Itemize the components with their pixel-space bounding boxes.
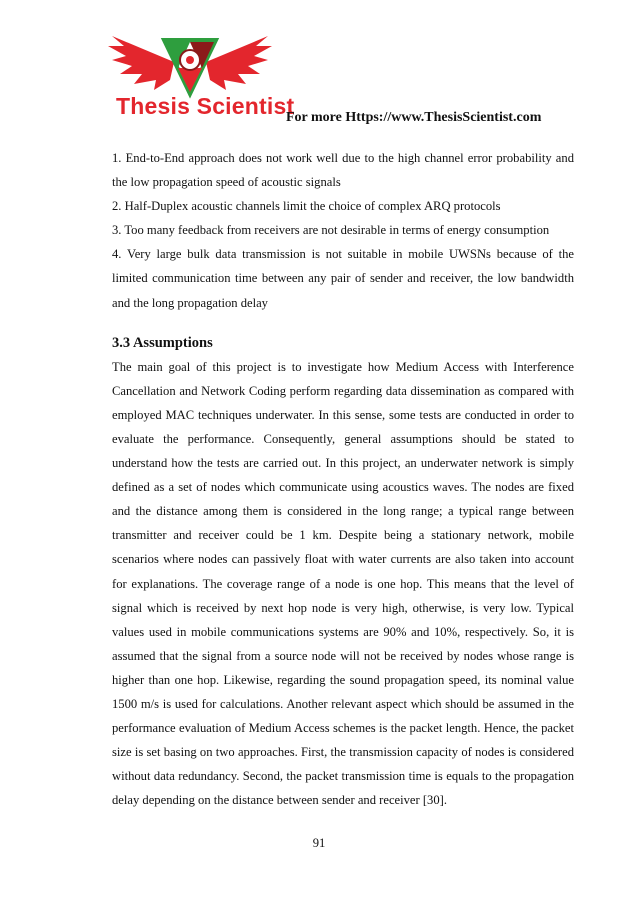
list-item: 2. Half-Duplex acoustic channels limit the choice of complex ARQ protocols (112, 199, 501, 214)
section-heading: 3.3 Assumptions (112, 334, 213, 351)
page-number: 91 (312, 836, 326, 850)
list-item: 3. Too many feedback from receivers are not desirable in terms of energy consumption (112, 223, 550, 238)
section-body-paragraph: The main goal of this project is to investigate how Medium Access with Interference Cancellation and Network Coding perform regarding data dissemination as compared with employed MAC techniques underwater. In this sense, some tests are conducted in order to evaluate the performance. Consequently, general assumptions should be stated to understand how the tests are carried out. In this project, an underwater network is simply defined as a set of nodes which communicate using acoustics waves. The nodes are fixed and the distance among them is considered in the long range; a typical range between transmitter and receiver could be 1 km. Despite being a stationary network, mobile scenarios where nodes can passively float with water currents are also taken into account for explanations. The coverage range of a node is one hop. This means that the level of signal which is received by next hop node is very high, otherwise, is very low. Typical values used in mobile communications systems are 90% and 10%, respectively. So, it is assumed that the signal from a source node will not be received by nodes whose range is higher than one hop. Likewise, regarding the sound propagation speed, its nominal value 1500 m/s is used for calculations. Another relevant aspect which should be assumed in the performance evaluation of Medium Access schemes is the packet length. Hence, the packet size is set basing on two approaches. First, the transmission capacity of nodes is considered without data redundancy. Second, the packet transmission time is equals to the propagation delay depending on the distance between sender and receiver [30]. (112, 359, 574, 808)
list-item: 1. End-to-End approach does not work well due to the high channel error probability and the low propagation speed of acoustic signals (112, 151, 574, 190)
header-website-link[interactable]: For more Https://www.ThesisScientist.com (286, 110, 542, 125)
list-item: 4. Very large bulk data transmission is not suitable in mobile UWSNs because of the limited communication time between any pair of sender and receiver, the low bandwidth and the long propagation delay (112, 247, 574, 310)
logo-wordmark: Thesis Scientist (116, 93, 295, 119)
page-content (112, 146, 574, 812)
